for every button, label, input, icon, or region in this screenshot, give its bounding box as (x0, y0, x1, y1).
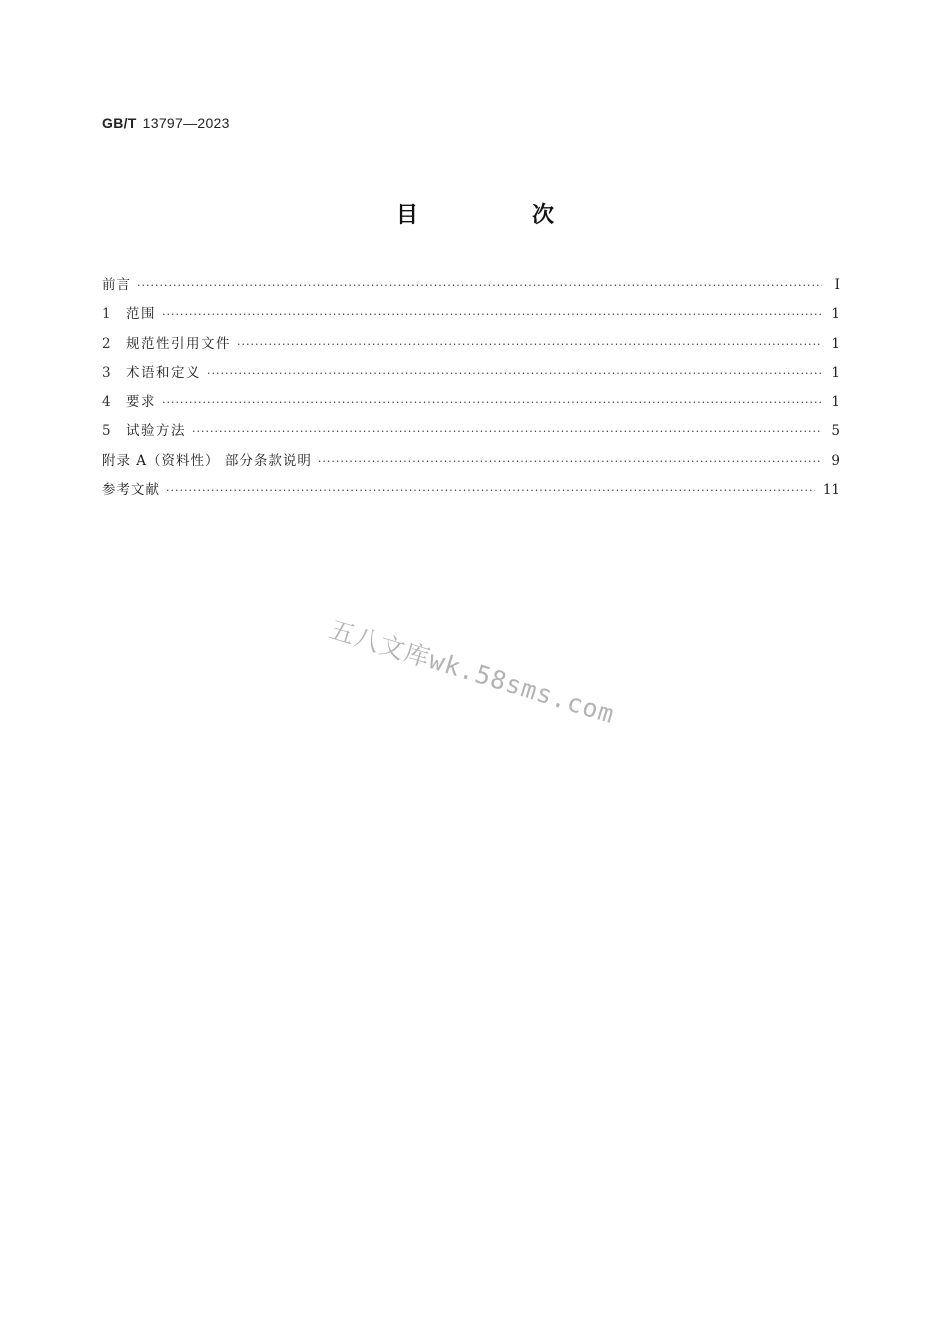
toc-entry-requirements[interactable] (102, 390, 840, 419)
toc-entry-page: 1 (831, 335, 840, 352)
toc-entry-test-methods[interactable] (102, 419, 840, 448)
toc-leader-dots (237, 338, 822, 351)
toc-leader-dots (318, 455, 822, 468)
toc-entry-annex-a[interactable] (102, 449, 840, 478)
toc-leader-dots (162, 396, 822, 409)
toc-entry-page: 1 (831, 306, 840, 323)
toc-entry-page: I (834, 277, 840, 293)
toc-entry-page: 9 (831, 452, 840, 469)
toc-entry-terms-definitions[interactable] (102, 361, 840, 390)
toc-title: 目 次 (395, 203, 600, 228)
standard-prefix: GB/T (102, 115, 137, 131)
toc-entry-label: 术语和定义 (126, 364, 201, 381)
toc-entry-page: 1 (831, 364, 840, 381)
toc-leader-dots (192, 425, 822, 438)
toc-entry-page: 1 (831, 394, 840, 411)
toc-leader-dots (162, 308, 822, 321)
watermark-text: 五八文库wk.58sms.com (326, 614, 619, 730)
toc-entry-label: 试验方法 (126, 423, 186, 440)
toc-entry-bibliography[interactable] (102, 478, 840, 507)
toc-entry-label: 规范性引用文件 (126, 335, 231, 352)
toc-entry-label: 参考文献 (102, 482, 160, 499)
toc-entry-label: 范围 (126, 306, 156, 323)
toc-entry-number: 1 (102, 306, 111, 323)
toc-entry-normative-references[interactable] (102, 332, 840, 361)
toc-entry-scope[interactable] (102, 302, 840, 331)
standard-code (102, 115, 230, 131)
toc-entry-page: 5 (831, 423, 840, 440)
toc-leader-dots (137, 279, 822, 292)
toc-entry-number: 5 (102, 423, 111, 440)
toc-entry-number: 2 (102, 335, 111, 352)
toc-entry-page: 11 (822, 482, 840, 499)
toc-entry-label: 要求 (126, 394, 156, 411)
standard-number: 13797—2023 (142, 115, 230, 131)
table-of-contents (102, 273, 840, 507)
toc-entry-number: 4 (102, 394, 111, 411)
toc-entry-foreword[interactable] (102, 273, 840, 302)
toc-entry-label: 附录 A（资料性） 部分条款说明 (102, 452, 312, 469)
toc-entry-number: 3 (102, 364, 111, 381)
toc-entry-label: 前言 (102, 277, 131, 293)
toc-leader-dots (207, 367, 822, 380)
toc-leader-dots (166, 484, 815, 497)
